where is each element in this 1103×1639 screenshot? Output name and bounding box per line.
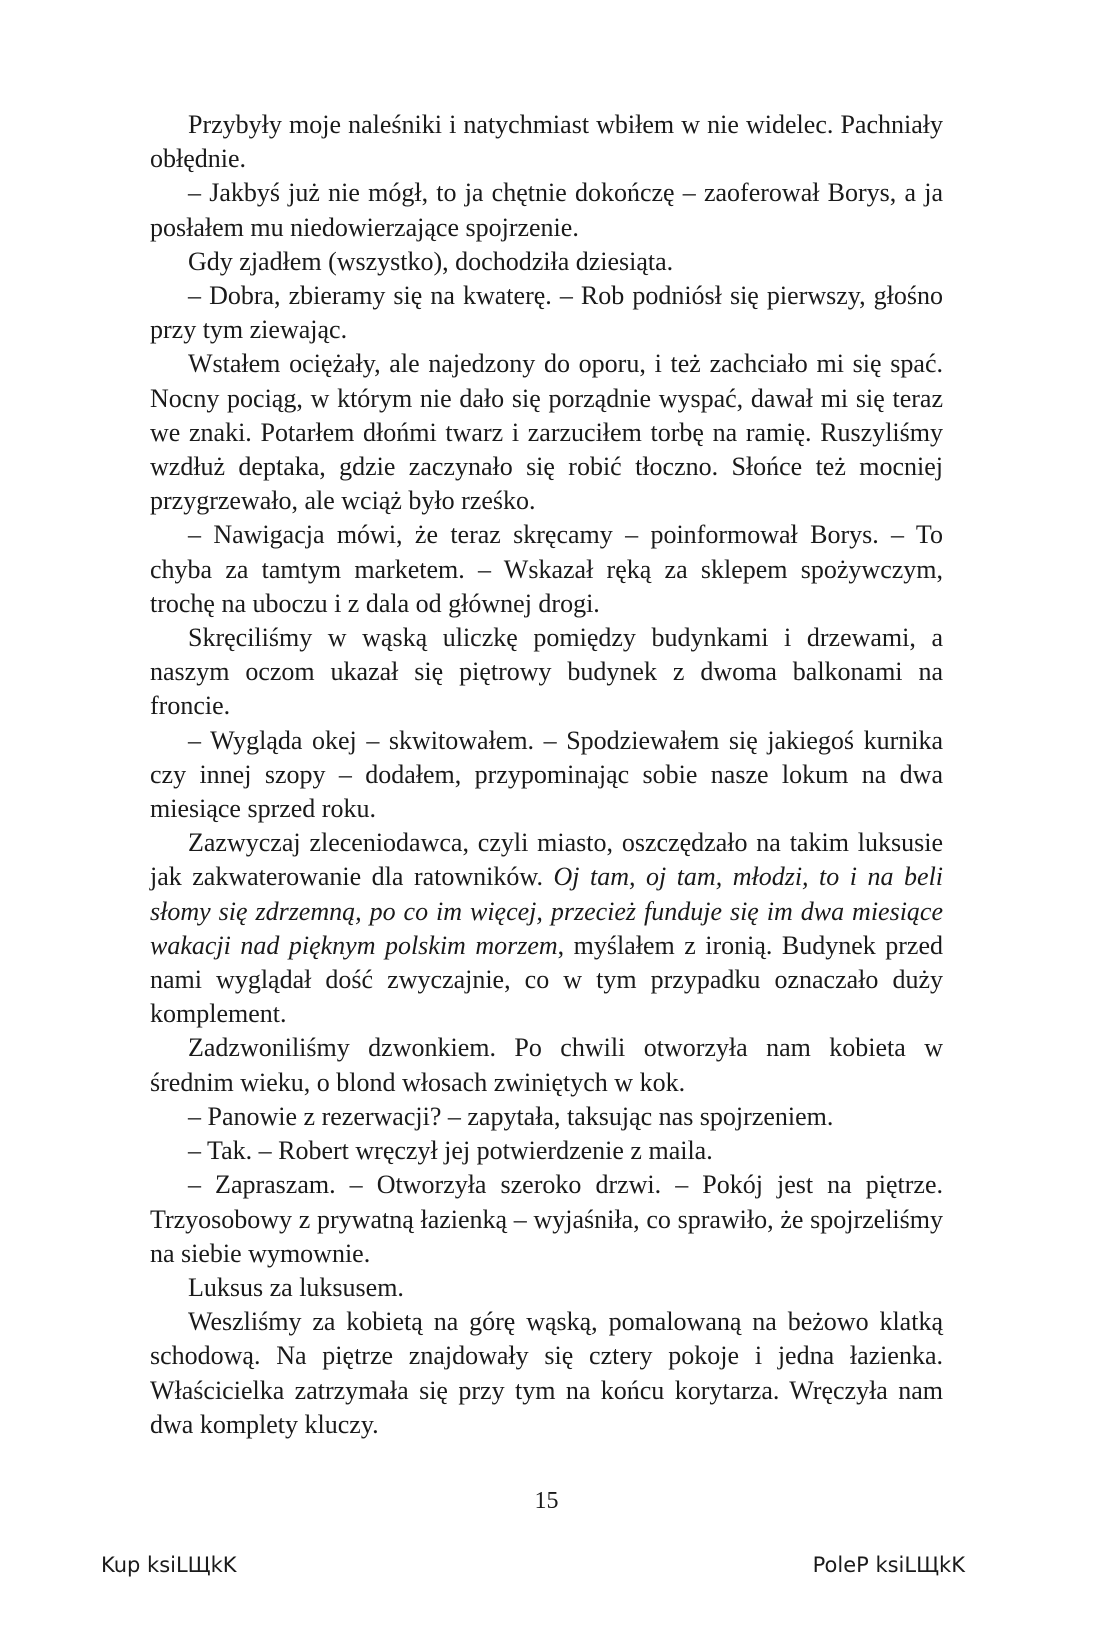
paragraph-text: , myślałem z ironią. Budynek przed nami wyglądał dość zwyczajnie, co w tym przypadku oznaczało duży komplement. — [150, 930, 943, 1029]
paragraph: – Wygląda okej – skwitowałem. – Spodziewałem się jakiegoś kurnika czy innej szopy – dodałem, przypominając sobie nasze lokum na dwa miesiące sprzed roku. — [150, 725, 943, 824]
paragraph: – Panowie z rezerwacji? – zapytała, taksując nas spojrzeniem. — [188, 1101, 834, 1131]
footer-right-text: PoleP ksiLЩkK — [812, 1553, 965, 1577]
page-body — [150, 108, 943, 1442]
paragraph: Przybyły moje naleśniki i natychmiast wbiłem w nie widelec. Pachniały obłędnie. — [150, 110, 943, 174]
paragraph: Skręciliśmy w wąską uliczkę pomiędzy budynkami i drzewami, a naszym oczom ukazał się piętrowy budynek z dwoma balkonami na froncie. — [150, 623, 943, 721]
paragraph: – Dobra, zbieramy się na kwaterę. – Rob podniósł się pierwszy, głośno przy tym ziewając. — [150, 281, 943, 345]
paragraph: Weszliśmy za kobietą na górę wąską, pomalowaną na beżowo klatką schodową. Na piętrze znajdowały się cztery pokoje i jedna łazienka. Właścicielka zatrzymała się przy tym na końcu korytarza. Wręczyła nam dwa komplety kluczy. — [150, 1307, 943, 1439]
paragraph-with-italic — [150, 826, 943, 1031]
paragraph-text: Zazwyczaj zleceniodawca, czyli miasto, oszczędzało na takim luksusie jak zakwaterowanie dla ratowników. — [150, 828, 943, 892]
paragraph: – Nawigacja mówi, że teraz skręcamy – poinformował Borys. – To chyba za tamtym marketem. – Wskazał ręką za sklepem spożywczym, trochę na uboczu i z dala od głównej drogi. — [150, 520, 943, 618]
page-number: 15 — [534, 1488, 559, 1514]
paragraph: – Jakbyś już nie mógł, to ja chętnie dokończę – zaoferował Borys, a ja posłałem mu niedowierzające spojrzenie. — [150, 178, 943, 242]
paragraph: Gdy zjadłem (wszystko), dochodziła dziesiąta. — [188, 246, 674, 276]
paragraph: – Zapraszam. – Otworzyła szeroko drzwi. – Pokój jest na piętrze. Trzyosobowy z prywatną łazienką – wyjaśniła, co sprawiło, że spojrzeliśmy na siebie wymownie. — [150, 1170, 943, 1268]
paragraph: Wstałem ociężały, ale najedzony do oporu, i też zachciało mi się spać. Nocny pociąg, w którym nie dało się porządnie wyspać, dawał mi się teraz we znaki. Potarłem dłońmi twarz i zarzuciłem torbę na ramię. Ruszyliśmy wzdłuż deptaka, gdzie zaczynało się robić tłoczno. Słońce też mocniej przygrzewało, ale wciąż było rześko. — [150, 349, 943, 516]
italic-thought: Oj tam, oj tam, młodzi, to i na beli słomy się zdrzemną, po co im więcej, przecież funduje się im dwa miesiące wakacji nad pięknym polskim morzem — [150, 862, 944, 960]
paragraph: Luksus za luksusem. — [188, 1272, 404, 1302]
paragraph: – Tak. – Robert wręczył jej potwierdzenie z maila. — [188, 1136, 713, 1166]
paragraph: Zadzwoniliśmy dzwonkiem. Po chwili otworzyła nam kobieta w średnim wieku, o blond włosach zwiniętych w kok. — [150, 1033, 943, 1097]
footer-left-text: Kup ksiLЩkK — [101, 1553, 237, 1577]
